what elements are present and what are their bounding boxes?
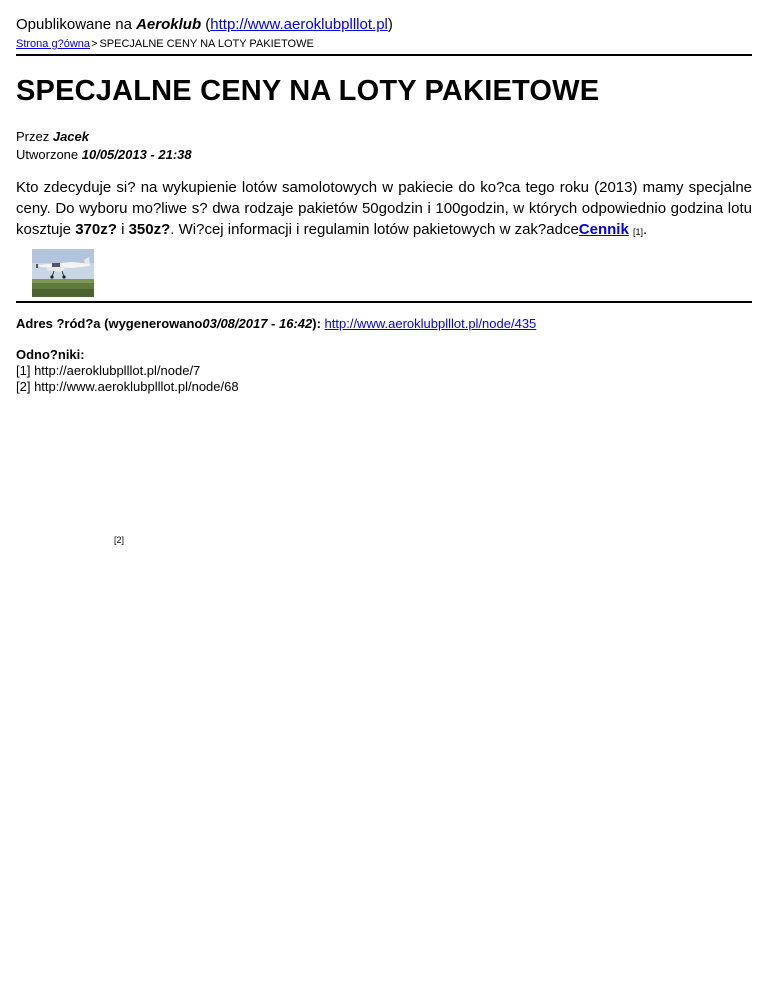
references-title: Odno?niki: xyxy=(16,347,85,362)
cennik-footnote-ref: [1] xyxy=(632,227,643,237)
page-title: SPECJALNE CENY NA LOTY PAKIETOWE xyxy=(16,75,600,107)
site-name: Aeroklub xyxy=(136,16,202,33)
reference-item-1: [1] http://aeroklubplllot.pl/node/7 xyxy=(16,363,201,378)
bottom-divider xyxy=(16,301,752,303)
source-generated-date: 03/08/2017 - 16:42 xyxy=(202,316,313,331)
breadcrumb-current: SPECJALNE CENY NA LOTY PAKIETOWE xyxy=(99,38,314,50)
image-footnote-ref: [2] xyxy=(114,535,125,545)
body-text-part3: . Wi?cej informacji i regulamin lotów pakietowych w zak?adce xyxy=(170,221,579,238)
source-label-suffix: ): xyxy=(312,316,325,331)
source-url-link[interactable]: http://www.aeroklubplllot.pl/node/435 xyxy=(324,316,537,331)
price-100h: 350z? xyxy=(128,221,171,238)
author-name: Jacek xyxy=(52,129,89,144)
body-text-part2: i xyxy=(116,221,129,238)
price-50h: 370z? xyxy=(75,221,117,238)
created-line xyxy=(16,147,192,163)
breadcrumb xyxy=(16,38,314,51)
close-paren: ) xyxy=(387,16,393,33)
top-divider xyxy=(16,54,752,56)
reference-item-2: [2] http://www.aeroklubplllot.pl/node/68 xyxy=(16,379,239,394)
body-end: . xyxy=(643,221,648,238)
body-text-part1: Kto zdecyduje si? na wykupienie lotów samolotowych w pakiecie do ko?ca tego roku (2013) mamy specjalne ceny. Do wyboru mo?liwe s? dwa rodzaje pakietów 50godzin i 100godzin, w których odpowiednio godzina lotu kosztuje xyxy=(16,179,752,238)
article-body xyxy=(16,177,752,242)
author-prefix: Przez xyxy=(16,129,53,144)
published-prefix: Opublikowane na xyxy=(16,16,137,33)
source-label-prefix: Adres ?ród?a (wygenerowano xyxy=(16,316,203,331)
site-url-link[interactable]: http://www.aeroklubplllot.pl xyxy=(210,16,388,33)
source-address-line xyxy=(16,316,536,332)
airplane-thumbnail-link[interactable] xyxy=(32,249,94,297)
created-prefix: Utworzone xyxy=(16,147,82,162)
cennik-link[interactable]: Cennik xyxy=(578,221,629,238)
author-line xyxy=(16,129,89,145)
open-paren: ( xyxy=(201,16,211,33)
published-on-line xyxy=(16,16,393,34)
airplane-photo-icon xyxy=(32,249,94,297)
breadcrumb-separator: > xyxy=(91,38,98,50)
breadcrumb-home-link[interactable]: Strona g?ówna xyxy=(16,38,90,50)
created-date: 10/05/2013 - 21:38 xyxy=(81,147,192,162)
references-list xyxy=(16,363,239,395)
